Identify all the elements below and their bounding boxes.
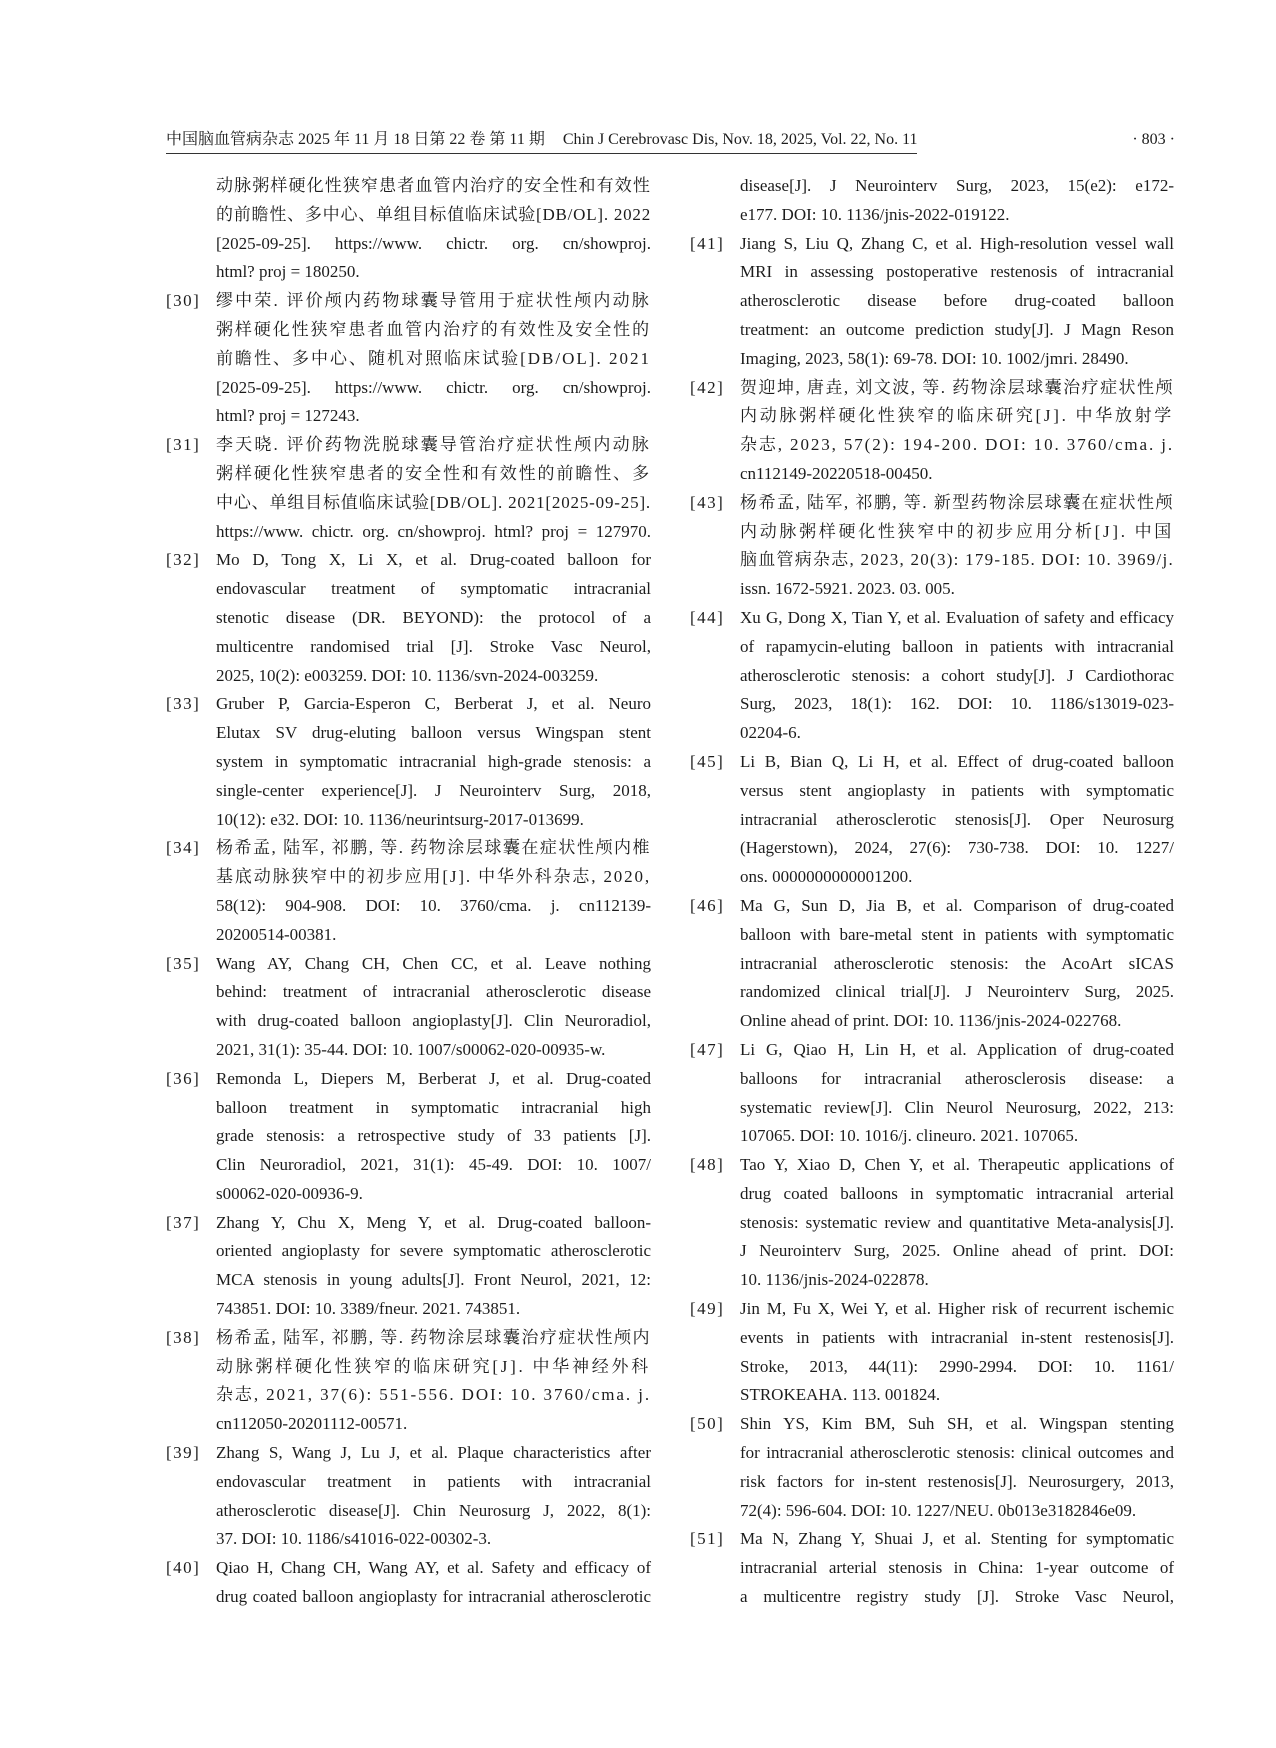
reference-line	[216, 1007, 652, 1036]
reference-line-text: 杨希孟, 陆军, 祁鹏, 等. 药物涂层球囊在症状性颅内椎	[216, 838, 651, 858]
reference-line	[216, 806, 652, 835]
reference-line-text: Jin M, Fu X, Wei Y, et al. Higher risk of recurrent ischemic	[740, 1299, 1174, 1319]
reference-line-text: issn. 1672-5921. 2023. 03. 005.	[740, 579, 955, 599]
reference-line-text: atherosclerotic stenosis: a cohort study[J]. J Cardiothorac	[740, 665, 1174, 685]
reference-number: [47]	[690, 1039, 725, 1059]
reference-line	[216, 978, 652, 1007]
reference-number: [37]	[166, 1212, 201, 1232]
reference-entry	[690, 1525, 1175, 1611]
reference-line-text: [2025-09-25]. https://www. chictr. org. cn/showproj.	[216, 377, 651, 397]
reference-line	[740, 662, 1175, 691]
reference-line	[216, 201, 652, 230]
reference-line	[740, 1381, 1175, 1410]
reference-line-text: 58(12): 904-908. DOI: 10. 3760/cma. j. cn112139-	[216, 895, 651, 915]
reference-line-text: J Neurointerv Surg, 2025. Online ahead of print. DOI:	[740, 1241, 1174, 1261]
reference-line-text: endovascular treatment in patients with intracranial	[216, 1471, 651, 1491]
reference-line-text: 杨希孟, 陆军, 祁鹏, 等. 新型药物涂层球囊在症状性颅	[740, 492, 1174, 512]
reference-line	[740, 201, 1175, 230]
reference-number: [42]	[690, 377, 725, 397]
reference-line	[740, 1525, 1175, 1554]
reference-line	[740, 1497, 1175, 1526]
reference-number: [32]	[166, 550, 201, 570]
reference-line-text: cn112050-20201112-00571.	[216, 1414, 408, 1434]
reference-entry	[166, 834, 652, 949]
reference-line	[740, 806, 1175, 835]
reference-line	[216, 1094, 652, 1123]
reference-line-text: (Hagerstown), 2024, 27(6): 730-738. DOI: 10. 1227/	[740, 838, 1174, 858]
reference-line	[740, 402, 1175, 431]
reference-line	[216, 431, 652, 460]
reference-number: [36]	[166, 1068, 201, 1088]
reference-line-text: behind: treatment of intracranial atherosclerotic disease	[216, 982, 651, 1002]
reference-entry	[690, 1151, 1175, 1295]
reference-line-text: 72(4): 596-604. DOI: 10. 1227/NEU. 0b013e3182846e09.	[740, 1500, 1137, 1520]
reference-line	[216, 834, 652, 863]
reference-line-text: multicentre randomised trial [J]. Stroke Vasc Neurol,	[216, 636, 651, 656]
reference-line-text: Shin YS, Kim BM, Suh SH, et al. Wingspan stenting	[740, 1414, 1174, 1434]
reference-number: [44]	[690, 607, 725, 627]
reference-line	[740, 604, 1175, 633]
reference-line	[216, 719, 652, 748]
reference-line-text: 20200514-00381.	[216, 924, 337, 944]
reference-line-text: 脑血管病杂志, 2023, 20(3): 179-185. DOI: 10. 3969/j.	[740, 550, 1174, 570]
reference-line	[216, 863, 652, 892]
reference-entry	[166, 431, 652, 546]
reference-line-text: 李天晓. 评价药物洗脱球囊导管治疗症状性颅内动脉	[216, 435, 651, 455]
reference-line-text: Mo D, Tong X, Li X, et al. Drug-coated balloon for	[216, 550, 651, 570]
reference-line-text: Zhang S, Wang J, Lu J, et al. Plaque characteristics after	[216, 1443, 651, 1463]
reference-line-text: 杂志, 2023, 57(2): 194-200. DOI: 10. 3760/cma. j.	[740, 435, 1174, 455]
reference-number: [33]	[166, 694, 201, 714]
reference-number: [46]	[690, 895, 725, 915]
reference-line-text: 贺迎坤, 唐垚, 刘文波, 等. 药物涂层球囊治疗症状性颅	[740, 377, 1174, 397]
reference-entry	[690, 892, 1175, 1036]
reference-line-text: treatment: an outcome prediction study[J]. J Magn Reson	[740, 319, 1174, 339]
reference-line	[216, 1554, 652, 1583]
reference-line-text: 37. DOI: 10. 1186/s41016-022-00302-3.	[216, 1529, 492, 1549]
reference-line-text: drug coated balloon angioplasty for intracranial atherosclerotic	[216, 1587, 651, 1607]
reference-line	[216, 230, 652, 259]
reference-entry	[166, 1065, 652, 1209]
reference-line	[216, 402, 652, 431]
reference-line-text: 10(12): e32. DOI: 10. 1136/neurintsurg-2017-013699.	[216, 809, 584, 829]
reference-line-text: MCA stenosis in young adults[J]. Front Neurol, 2021, 12:	[216, 1270, 651, 1290]
reference-line-text: randomized clinical trial[J]. J Neurointerv Surg, 2025.	[740, 982, 1174, 1002]
reference-line	[740, 748, 1175, 777]
reference-line-text: 2025, 10(2): e003259. DOI: 10. 1136/svn-2024-003259.	[216, 665, 599, 685]
reference-line	[216, 1353, 652, 1382]
reference-line-text: Ma N, Zhang Y, Shuai J, et al. Stenting for symptomatic	[740, 1529, 1174, 1549]
reference-line-text: Imaging, 2023, 58(1): 69-78. DOI: 10. 1002/jmri. 28490.	[740, 348, 1129, 368]
reference-line-text: STROKEAHA. 113. 001824.	[740, 1385, 941, 1405]
reference-number: [48]	[690, 1155, 725, 1175]
reference-line	[216, 1209, 652, 1238]
reference-line-text: intracranial atherosclerotic stenosis: the AcoArt sICAS	[740, 953, 1174, 973]
reference-line-text: intracranial arterial stenosis in China: 1-year outcome of	[740, 1558, 1174, 1578]
reference-number: [38]	[166, 1327, 201, 1347]
reference-line	[216, 172, 652, 201]
running-header	[166, 128, 1066, 154]
reference-number: [41]	[690, 233, 725, 253]
reference-line-text: 的前瞻性、多中心、单组目标值临床试验[DB/OL]. 2022	[216, 204, 651, 224]
reference-line	[216, 921, 652, 950]
reference-line-text: https://www. chictr. org. cn/showproj. html? proj = 127970.	[216, 521, 651, 541]
reference-line	[740, 1151, 1175, 1180]
reference-number: [30]	[166, 291, 201, 311]
reference-entry	[166, 690, 652, 834]
reference-line-text: 中心、单组目标值临床试验[DB/OL]. 2021[2025-09-25].	[216, 492, 651, 512]
reference-line-text: Zhang Y, Chu X, Meng Y, et al. Drug-coated balloon-	[216, 1212, 651, 1232]
reference-line-text: stenosis: systematic review and quantitative Meta-analysis[J].	[740, 1212, 1174, 1232]
reference-line-text: Surg, 2023, 18(1): 162. DOI: 10. 1186/s13019-023-	[740, 694, 1174, 714]
reference-line	[740, 633, 1175, 662]
reference-line-text: intracranial atherosclerotic stenosis[J]. Oper Neurosurg	[740, 809, 1174, 829]
reference-line	[740, 1266, 1175, 1295]
reference-line	[216, 1324, 652, 1353]
reference-line	[216, 374, 652, 403]
reference-line	[216, 1122, 652, 1151]
reference-line	[216, 1410, 652, 1439]
reference-line	[216, 1497, 652, 1526]
reference-entry	[166, 1324, 652, 1439]
reference-line	[216, 1266, 652, 1295]
reference-line-text: a multicentre registry study [J]. Stroke Vasc Neurol,	[740, 1587, 1174, 1607]
reference-line-text: system in symptomatic intracranial high-grade stenosis: a	[216, 751, 651, 771]
reference-line	[740, 460, 1175, 489]
reference-entry	[690, 748, 1175, 892]
reference-line	[740, 518, 1175, 547]
reference-line	[216, 1065, 652, 1094]
reference-column-left	[166, 172, 652, 1612]
reference-line	[740, 1583, 1175, 1612]
reference-line-text: html? proj = 127243.	[216, 406, 360, 426]
reference-line	[216, 604, 652, 633]
reference-line	[740, 1007, 1175, 1036]
reference-line	[216, 1180, 652, 1209]
reference-entry	[690, 374, 1175, 489]
reference-line	[740, 1180, 1175, 1209]
reference-line-text: single-center experience[J]. J Neurointerv Surg, 2018,	[216, 780, 651, 800]
reference-entry	[166, 1554, 652, 1612]
reference-line-text: 2021, 31(1): 35-44. DOI: 10. 1007/s00062-020-00935-w.	[216, 1039, 606, 1059]
reference-line	[740, 1065, 1175, 1094]
reference-line	[216, 345, 652, 374]
reference-number: [43]	[690, 492, 725, 512]
reference-line	[740, 287, 1175, 316]
reference-line	[740, 1036, 1175, 1065]
reference-line-text: 02204-6.	[740, 723, 801, 743]
reference-line	[216, 950, 652, 979]
reference-line-text: grade stenosis: a retrospective study of 33 patients [J].	[216, 1126, 651, 1146]
reference-entry	[166, 1439, 652, 1554]
page-number: · 803 ·	[1132, 131, 1175, 148]
reference-line	[740, 1324, 1175, 1353]
journal-title-cn: 中国脑血管病杂志 2025 年 11 月 18 日第 22 卷 第 11 期	[166, 131, 545, 148]
reference-line	[216, 1381, 652, 1410]
reference-line	[216, 287, 652, 316]
reference-line-text: 动脉粥样硬化性狭窄的临床研究[J]. 中华神经外科	[216, 1356, 651, 1376]
reference-line-text: drug coated balloons in symptomatic intracranial arterial	[740, 1183, 1174, 1203]
reference-line-text: balloons for intracranial atherosclerosis disease: a	[740, 1068, 1174, 1088]
reference-number: [45]	[690, 751, 725, 771]
reference-line	[216, 1468, 652, 1497]
reference-line	[216, 1583, 652, 1612]
reference-line	[740, 1295, 1175, 1324]
reference-line	[740, 1122, 1175, 1151]
reference-line	[216, 1295, 652, 1324]
reference-line-text: for intracranial atherosclerotic stenosis: clinical outcomes and	[740, 1443, 1174, 1463]
reference-line-text: 内动脉粥样硬化性狭窄的临床研究[J]. 中华放射学	[740, 406, 1174, 426]
reference-line	[216, 1237, 652, 1266]
reference-line	[216, 460, 652, 489]
reference-line	[216, 690, 652, 719]
reference-number: [35]	[166, 953, 201, 973]
reference-entry	[690, 1410, 1175, 1525]
reference-line-text: 杂志, 2021, 37(6): 551-556. DOI: 10. 3760/cma. j.	[216, 1385, 651, 1405]
reference-line	[216, 662, 652, 691]
reference-line	[216, 518, 652, 547]
reference-line	[740, 1410, 1175, 1439]
reference-number: [40]	[166, 1558, 201, 1578]
reference-line	[740, 921, 1175, 950]
reference-line-text: with drug-coated balloon angioplasty[J]. Clin Neuroradiol,	[216, 1011, 651, 1031]
reference-line	[740, 345, 1175, 374]
reference-line-text: Stroke, 2013, 44(11): 2990-2994. DOI: 10. 1161/	[740, 1356, 1174, 1376]
reference-line-text: e177. DOI: 10. 1136/jnis-2022-019122.	[740, 204, 1010, 224]
reference-line	[740, 431, 1175, 460]
reference-entry	[166, 950, 652, 1065]
reference-line-text: atherosclerotic disease before drug-coated balloon	[740, 291, 1174, 311]
reference-line	[216, 748, 652, 777]
reference-line-text: Jiang S, Liu Q, Zhang C, et al. High-resolution vessel wall	[740, 233, 1174, 253]
reference-line	[216, 777, 652, 806]
reference-line	[216, 575, 652, 604]
reference-line-text: risk factors for in-stent restenosis[J]. Neurosurgery, 2013,	[740, 1471, 1174, 1491]
reference-line	[216, 633, 652, 662]
reference-line-text: atherosclerotic disease[J]. Chin Neurosurg J, 2022, 8(1):	[216, 1500, 651, 1520]
reference-line-text: 动脉粥样硬化性狭窄患者血管内治疗的安全性和有效性	[216, 176, 651, 195]
reference-entry	[690, 1295, 1175, 1410]
reference-line-text: cn112149-20220518-00450.	[740, 463, 933, 483]
reference-column-right	[690, 172, 1175, 1612]
reference-line-text: 内动脉粥样硬化性狭窄中的初步应用分析[J]. 中国	[740, 521, 1174, 541]
reference-line-text: Qiao H, Chang CH, Wang AY, et al. Safety and efficacy of	[216, 1558, 651, 1578]
reference-line-text: stenotic disease (DR. BEYOND): the protocol of a	[216, 607, 651, 627]
reference-line	[740, 575, 1175, 604]
reference-line-text: s00062-020-00936-9.	[216, 1183, 363, 1203]
reference-line	[740, 1439, 1175, 1468]
reference-line	[740, 719, 1175, 748]
reference-number: [49]	[690, 1299, 725, 1319]
reference-line	[216, 546, 652, 575]
reference-line-text: balloon treatment in symptomatic intracranial high	[216, 1097, 651, 1117]
reference-line	[740, 489, 1175, 518]
reference-line-text: Ma G, Sun D, Jia B, et al. Comparison of drug-coated	[740, 895, 1174, 915]
reference-line-text: 107065. DOI: 10. 1016/j. clineuro. 2021. 107065.	[740, 1126, 1079, 1146]
reference-entry	[166, 287, 652, 431]
reference-line	[740, 950, 1175, 979]
reference-line	[216, 316, 652, 345]
reference-line-text: Xu G, Dong X, Tian Y, et al. Evaluation of safety and efficacy	[740, 607, 1174, 627]
reference-line	[740, 1353, 1175, 1382]
reference-line-text: Online ahead of print. DOI: 10. 1136/jnis-2024-022768.	[740, 1011, 1122, 1031]
reference-line-text: versus stent angioplasty in patients with symptomatic	[740, 780, 1174, 800]
reference-line-text: disease[J]. J Neurointerv Surg, 2023, 15(e2): e172-	[740, 176, 1174, 195]
reference-entry	[690, 230, 1175, 374]
reference-line	[740, 834, 1175, 863]
reference-entry	[690, 172, 1175, 230]
reference-line	[740, 172, 1175, 201]
reference-line	[740, 1237, 1175, 1266]
reference-line	[740, 374, 1175, 403]
reference-line-text: [2025-09-25]. https://www. chictr. org. cn/showproj.	[216, 233, 651, 253]
reference-line-text: Elutax SV drug-eluting balloon versus Wingspan stent	[216, 723, 651, 743]
reference-entry	[690, 1036, 1175, 1151]
reference-number: [39]	[166, 1443, 201, 1463]
reference-line	[216, 892, 652, 921]
reference-line-text: Li G, Qiao H, Lin H, et al. Application of drug-coated	[740, 1039, 1174, 1059]
reference-line-text: 基底动脉狭窄中的初步应用[J]. 中华外科杂志, 2020,	[216, 867, 651, 887]
reference-line	[740, 1209, 1175, 1238]
reference-line	[740, 690, 1175, 719]
reference-line	[740, 1468, 1175, 1497]
reference-line-text: events in patients with intracranial in-stent restenosis[J].	[740, 1327, 1174, 1347]
reference-line-text: ons. 0000000000001200.	[740, 867, 913, 887]
reference-line	[740, 258, 1175, 287]
reference-entry	[166, 546, 652, 690]
reference-line-text: 粥样硬化性狭窄患者的安全性和有效性的前瞻性、多	[216, 463, 651, 483]
reference-entry	[690, 604, 1175, 748]
reference-number: [31]	[166, 435, 201, 455]
reference-line-text: Tao Y, Xiao D, Chen Y, et al. Therapeutic applications of	[740, 1155, 1174, 1175]
reference-line	[216, 1151, 652, 1180]
reference-line-text: of rapamycin-eluting balloon in patients with intracranial	[740, 636, 1174, 656]
reference-line	[216, 258, 652, 287]
reference-line-text: 743851. DOI: 10. 3389/fneur. 2021. 743851.	[216, 1299, 521, 1319]
reference-line-text: 粥样硬化性狭窄患者血管内治疗的有效性及安全性的	[216, 319, 651, 339]
reference-line	[216, 1439, 652, 1468]
journal-title-en: Chin J Cerebrovasc Dis, Nov. 18, 2025, Vol. 22, No. 11	[562, 131, 918, 148]
reference-line	[740, 978, 1175, 1007]
reference-line	[216, 1525, 652, 1554]
reference-line-text: 杨希孟, 陆军, 祁鹏, 等. 药物涂层球囊治疗症状性颅内	[216, 1327, 651, 1347]
reference-line-text: 缪中荣. 评价颅内药物球囊导管用于症状性颅内动脉	[216, 291, 651, 311]
reference-line-text: Wang AY, Chang CH, Chen CC, et al. Leave nothing	[216, 953, 651, 973]
reference-line-text: balloon with bare-metal stent in patients with symptomatic	[740, 924, 1174, 944]
reference-line-text: Clin Neuroradiol, 2021, 31(1): 45-49. DOI: 10. 1007/	[216, 1155, 651, 1175]
reference-line	[740, 546, 1175, 575]
reference-line-text: endovascular treatment of symptomatic intracranial	[216, 579, 651, 599]
reference-number: [51]	[690, 1529, 725, 1549]
reference-entry	[166, 172, 652, 287]
reference-line-text: oriented angioplasty for severe symptomatic atherosclerotic	[216, 1241, 651, 1261]
reference-line	[740, 777, 1175, 806]
reference-line	[216, 1036, 652, 1065]
reference-line	[740, 316, 1175, 345]
running-header-text	[166, 128, 917, 154]
reference-line-text: 前瞻性、多中心、随机对照临床试验[DB/OL]. 2021	[216, 348, 651, 368]
reference-number: [50]	[690, 1414, 725, 1434]
reference-line-text: MRI in assessing postoperative restenosis of intracranial	[740, 262, 1174, 282]
reference-line-text: html? proj = 180250.	[216, 262, 360, 282]
reference-line	[216, 489, 652, 518]
reference-number: [34]	[166, 838, 201, 858]
reference-line-text: 10. 1136/jnis-2024-022878.	[740, 1270, 929, 1290]
reference-line	[740, 1094, 1175, 1123]
reference-line	[740, 863, 1175, 892]
reference-line-text: Gruber P, Garcia-Esperon C, Berberat J, et al. Neuro	[216, 694, 651, 714]
reference-line-text: systematic review[J]. Clin Neurol Neurosurg, 2022, 213:	[740, 1097, 1174, 1117]
reference-entry	[690, 489, 1175, 604]
reference-line	[740, 230, 1175, 259]
reference-line-text: Li B, Bian Q, Li H, et al. Effect of drug-coated balloon	[740, 751, 1174, 771]
reference-line	[740, 892, 1175, 921]
reference-line-text: Remonda L, Diepers M, Berberat J, et al. Drug-coated	[216, 1068, 651, 1088]
reference-entry	[166, 1209, 652, 1324]
reference-line	[740, 1554, 1175, 1583]
